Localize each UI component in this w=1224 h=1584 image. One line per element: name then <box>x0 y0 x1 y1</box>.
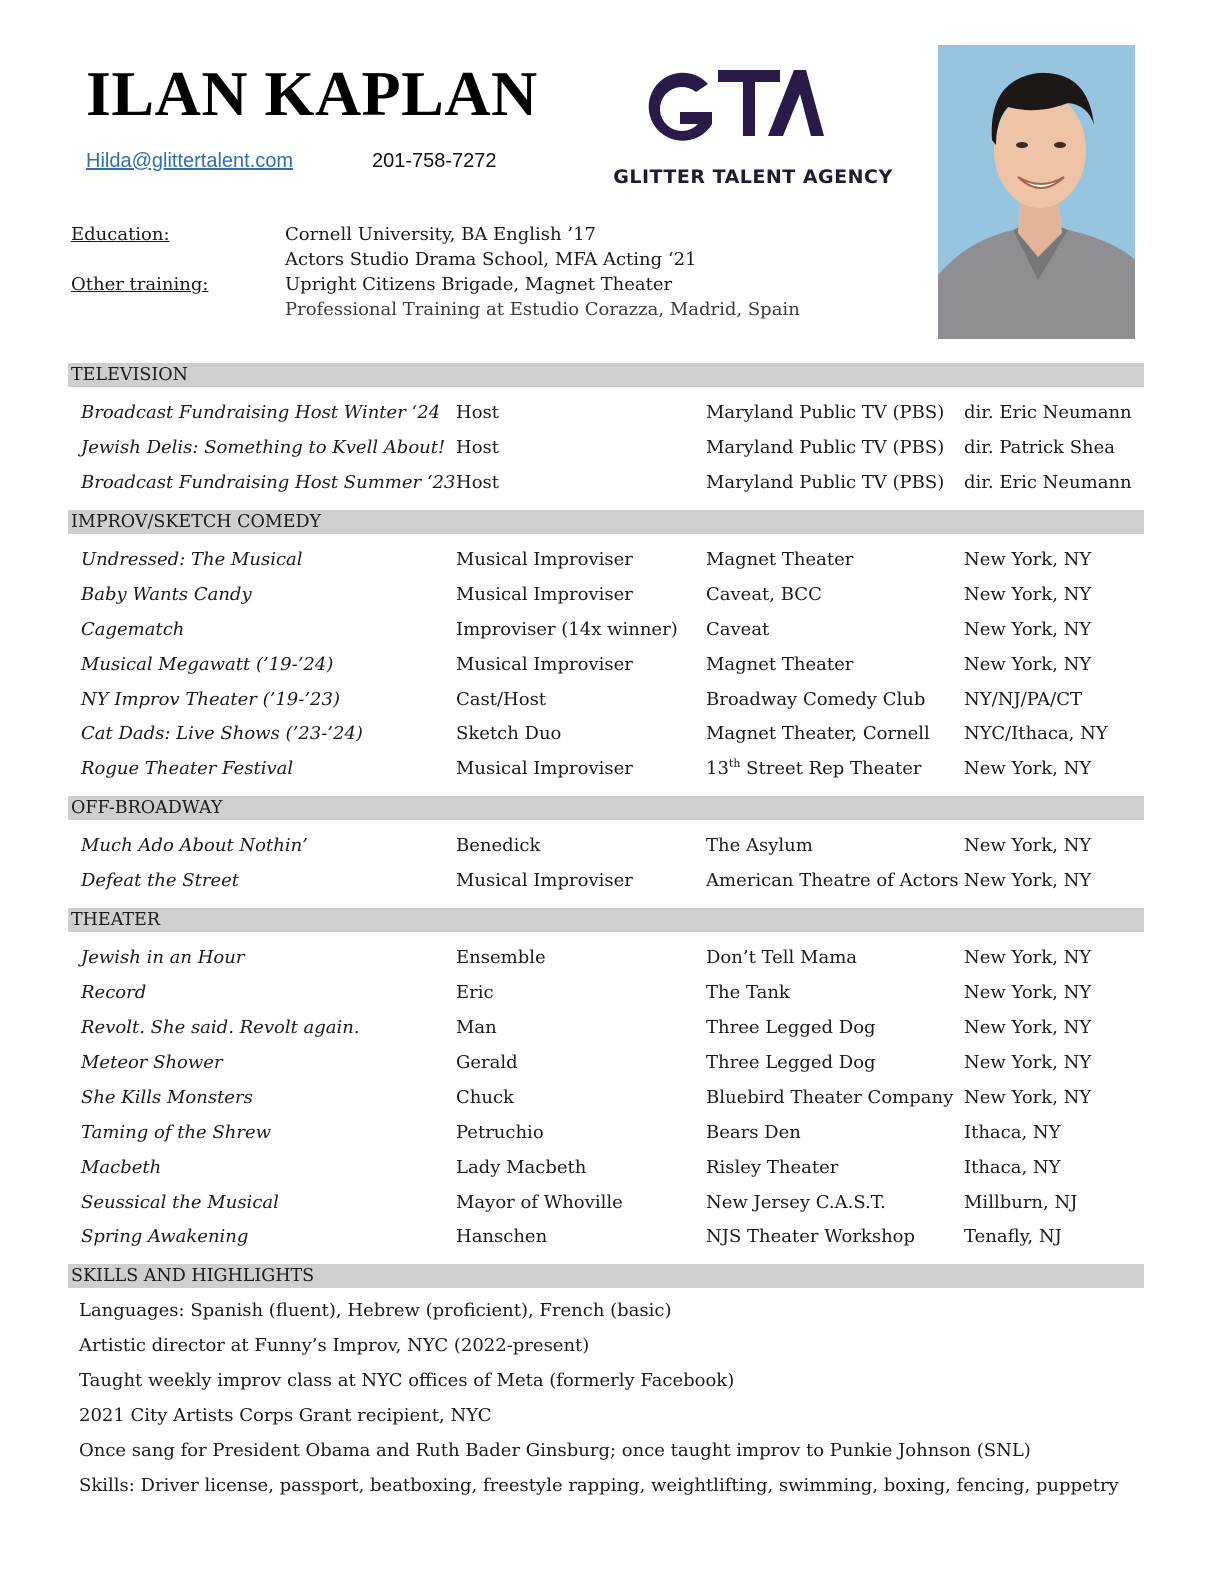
table-row <box>0 1226 1224 1256</box>
credit-venue: Maryland Public TV (PBS) <box>706 472 945 493</box>
venue-number: 13 <box>706 758 729 779</box>
credit-title: Baby Wants Candy <box>81 584 252 605</box>
table-row <box>0 1087 1224 1117</box>
credit-role: Gerald <box>456 1052 518 1073</box>
credit-venue: Risley Theater <box>706 1157 839 1178</box>
credit-role: Sketch Duo <box>456 723 562 744</box>
credit-title: Broadcast Fundraising Host Winter ‘24 <box>81 402 441 423</box>
venue-ordinal: th <box>728 757 741 770</box>
education-line: Actors Studio Drama School, MFA Acting ‘21 <box>285 249 697 270</box>
credit-title: Taming of the Shrew <box>81 1122 272 1143</box>
credit-location: dir. Eric Neumann <box>964 472 1132 493</box>
credit-location: dir. Patrick Shea <box>964 437 1115 458</box>
credit-role: Cast/Host <box>456 689 547 710</box>
credit-venue: Broadway Comedy Club <box>706 689 926 710</box>
credit-venue: Bluebird Theater Company <box>706 1087 954 1108</box>
table-row <box>0 947 1224 977</box>
agency-logo <box>608 62 898 188</box>
section-header-offbroadway: OFF-BROADWAY <box>68 796 1144 820</box>
education-line: Cornell University, BA English ’17 <box>285 224 596 245</box>
credit-title: Macbeth <box>81 1157 162 1178</box>
credit-role: Host <box>456 402 500 423</box>
credit-location: dir. Eric Neumann <box>964 402 1132 423</box>
credit-role: Musical Improviser <box>456 758 633 779</box>
credit-venue: New Jersey C.A.S.T. <box>706 1192 886 1213</box>
credit-location: New York, NY <box>964 1087 1092 1108</box>
credit-title: She Kills Monsters <box>81 1087 253 1108</box>
table-row <box>0 1122 1224 1152</box>
credit-role: Man <box>456 1017 497 1038</box>
credit-role: Mayor of Whoville <box>456 1192 623 1213</box>
credit-location: Millburn, NJ <box>964 1192 1078 1213</box>
credit-role: Musical Improviser <box>456 654 633 675</box>
credit-location: New York, NY <box>964 1017 1092 1038</box>
credit-venue: The Tank <box>706 982 790 1003</box>
credit-location: New York, NY <box>964 549 1092 570</box>
credit-venue: Don’t Tell Mama <box>706 947 857 968</box>
credit-location: New York, NY <box>964 619 1092 640</box>
credit-role: Musical Improviser <box>456 870 633 891</box>
credit-venue: Three Legged Dog <box>706 1052 876 1073</box>
credit-title: Broadcast Fundraising Host Summer ‘23 <box>81 472 456 493</box>
credit-title: Undressed: The Musical <box>81 549 303 570</box>
venue-name: Street Rep Theater <box>746 758 922 779</box>
education-label: Education: <box>71 224 170 245</box>
credit-title: Rogue Theater Festival <box>81 758 294 779</box>
credit-location: New York, NY <box>964 584 1092 605</box>
table-row <box>0 1052 1224 1082</box>
list-item: Artistic director at Funny’s Improv, NYC (2022-present) <box>79 1335 590 1356</box>
actor-name: ILAN KAPLAN <box>86 58 538 129</box>
credit-role: Hanschen <box>456 1226 548 1247</box>
headshot-photo <box>938 45 1135 339</box>
credit-title: Meteor Shower <box>81 1052 223 1073</box>
credit-role: Ensemble <box>456 947 546 968</box>
credit-title: Much Ado About Nothin’ <box>81 835 308 856</box>
credit-title: Jewish Delis: Something to Kvell About! <box>81 437 446 458</box>
credit-title: Seussical the Musical <box>81 1192 279 1213</box>
credit-title: Jewish in an Hour <box>81 947 245 968</box>
credit-location: New York, NY <box>964 870 1092 891</box>
credit-venue: Caveat, BCC <box>706 584 822 605</box>
table-row <box>0 549 1224 579</box>
credit-location: NYC/Ithaca, NY <box>964 723 1108 744</box>
credit-venue: Maryland Public TV (PBS) <box>706 402 945 423</box>
credit-role: Chuck <box>456 1087 514 1108</box>
email-link[interactable]: Hilda@glittertalent.com <box>86 150 294 172</box>
table-row <box>0 1157 1224 1187</box>
credit-role: Host <box>456 472 500 493</box>
credit-role: Petruchio <box>456 1122 544 1143</box>
table-row <box>0 758 1224 788</box>
list-item: Languages: Spanish (fluent), Hebrew (proficient), French (basic) <box>79 1300 672 1321</box>
agency-name: GLITTER TALENT AGENCY <box>613 166 893 188</box>
credit-role: Improviser (14x winner) <box>456 619 678 640</box>
credit-title: Defeat the Street <box>81 870 239 891</box>
section-header-skills: SKILLS AND HIGHLIGHTS <box>68 1264 1144 1288</box>
credit-role: Musical Improviser <box>456 549 633 570</box>
credit-role: Benedick <box>456 835 541 856</box>
credit-venue: Magnet Theater <box>706 549 854 570</box>
table-row <box>0 723 1224 753</box>
education-line: Professional Training at Estudio Corazza, Madrid, Spain <box>285 299 800 320</box>
credit-location: New York, NY <box>964 982 1092 1003</box>
table-row <box>0 870 1224 900</box>
table-row <box>0 1192 1224 1222</box>
section-header-theater: THEATER <box>68 908 1144 932</box>
credit-venue: Three Legged Dog <box>706 1017 876 1038</box>
other-training-label: Other training: <box>71 274 209 295</box>
credit-venue <box>706 758 922 779</box>
credit-location: NY/NJ/PA/CT <box>964 689 1083 710</box>
credit-venue: Magnet Theater <box>706 654 854 675</box>
credit-venue: Maryland Public TV (PBS) <box>706 437 945 458</box>
education-line: Upright Citizens Brigade, Magnet Theater <box>285 274 673 295</box>
credit-title: Revolt. She said. Revolt again. <box>81 1017 360 1038</box>
credit-location: New York, NY <box>964 1052 1092 1073</box>
credit-venue: Magnet Theater, Cornell <box>706 723 930 744</box>
table-row <box>0 437 1224 467</box>
table-row <box>0 982 1224 1012</box>
list-item: Taught weekly improv class at NYC offices of Meta (formerly Facebook) <box>79 1370 735 1391</box>
credit-role: Lady Macbeth <box>456 1157 587 1178</box>
credit-role: Host <box>456 437 500 458</box>
credit-location: New York, NY <box>964 835 1092 856</box>
gta-logo-icon <box>608 62 898 162</box>
section-header-television: TELEVISION <box>68 363 1144 387</box>
credit-location: Ithaca, NY <box>964 1122 1061 1143</box>
credit-role: Musical Improviser <box>456 584 633 605</box>
credit-title: Spring Awakening <box>81 1226 249 1247</box>
table-row <box>0 689 1224 719</box>
credit-venue: Caveat <box>706 619 770 640</box>
credit-location: New York, NY <box>964 947 1092 968</box>
credit-venue: The Asylum <box>706 835 813 856</box>
credit-venue: NJS Theater Workshop <box>706 1226 916 1247</box>
phone-number: 201-758-7272 <box>372 150 497 172</box>
credit-title: Cagematch <box>81 619 185 640</box>
table-row <box>0 1017 1224 1047</box>
credit-location: New York, NY <box>964 758 1092 779</box>
table-row <box>0 654 1224 684</box>
list-item: 2021 City Artists Corps Grant recipient, NYC <box>79 1405 492 1426</box>
section-header-improv: IMPROV/SKETCH COMEDY <box>68 510 1144 534</box>
table-row <box>0 835 1224 865</box>
credit-location: Tenafly, NJ <box>964 1226 1062 1247</box>
table-row <box>0 472 1224 502</box>
credit-location: Ithaca, NY <box>964 1157 1061 1178</box>
table-row <box>0 584 1224 614</box>
credit-title: Cat Dads: Live Shows (’23-’24) <box>81 723 363 744</box>
table-row <box>0 619 1224 649</box>
credit-role: Eric <box>456 982 494 1003</box>
credit-venue: American Theatre of Actors <box>706 870 959 891</box>
credit-location: New York, NY <box>964 654 1092 675</box>
credit-title: NY Improv Theater (’19-’23) <box>81 689 340 710</box>
credit-venue: Bears Den <box>706 1122 801 1143</box>
credit-title: Record <box>81 982 147 1003</box>
list-item: Once sang for President Obama and Ruth Bader Ginsburg; once taught improv to Punkie Johnson (SNL) <box>79 1440 1031 1461</box>
list-item: Skills: Driver license, passport, beatboxing, freestyle rapping, weightlifting, swimming, boxing, fencing, puppetry <box>79 1475 1119 1496</box>
credit-title: Musical Megawatt (’19-’24) <box>81 654 334 675</box>
table-row <box>0 402 1224 432</box>
